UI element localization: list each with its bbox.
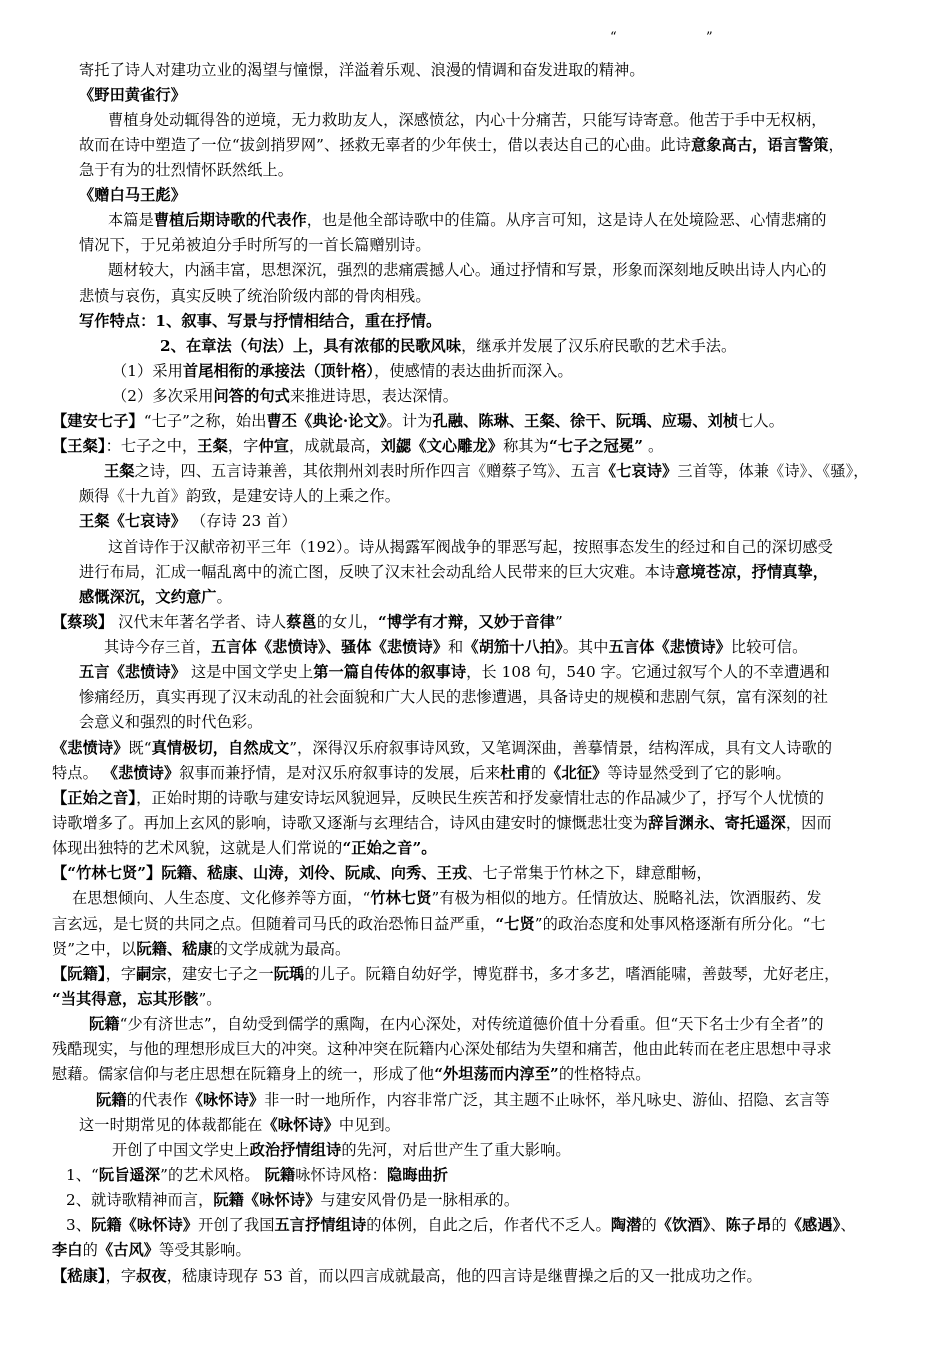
text-line <box>89 1014 824 1034</box>
text-run: 曹植身处动辄得咎的逆境，无力救助友人，深感愤忿，内心十分痛苦，只能写诗寄意。他苦于手中无权柄， <box>108 111 827 129</box>
text-run: ”有极为相似的地方。任情放达、脱略礼法，饮酒服药、发 <box>431 889 822 907</box>
text-run: ”的艺术风格。 <box>160 1166 265 1184</box>
text-run: 其诗今存三首， <box>104 638 212 656</box>
text-line <box>96 1090 830 1110</box>
text-run: 惨痛经历，真实再现了汉末动乱的社会面貌和广大人民的悲惨遭遇，具备诗史的规模和悲剧气氛，富有深刻的社 <box>79 688 829 706</box>
text-run: “七子”之称，始出 <box>143 412 267 430</box>
text-run: 、七子常集于竹林之下，肆意酣畅， <box>467 864 712 882</box>
bold-text: 真情极切，自然成文 <box>151 739 290 757</box>
bold-text: 《北征》 <box>546 764 608 782</box>
text-run: 残酷现实，与他的理想形成巨大的冲突。这种冲突在阮籍内心深处郁结为失望和痛苦，他由此转而在老庄思想中寻求 <box>52 1040 832 1058</box>
bold-text: 《饮酒》 <box>656 1216 711 1234</box>
text-line <box>160 336 736 356</box>
bold-text: 五言抒情组诗 <box>274 1216 367 1234</box>
text-run: 慰藉。儒家信仰与老庄思想在阮籍身上的统一，形成了他 <box>52 1065 435 1083</box>
feature-heading <box>79 311 441 331</box>
bold-text: 孔融、陈琳、王粲、徐干、阮瑀、应瑒、刘桢 <box>432 412 739 430</box>
text-run: ”的政治态度和处事风格逐渐有所分化。“七 <box>534 915 826 933</box>
bold-text: 政治抒情组诗 <box>249 1141 342 1159</box>
bold-text: 【蔡琰】 <box>52 613 114 631</box>
text-line <box>79 1115 400 1135</box>
text-run: ，继承并发展了汉乐府民歌的艺术手法。 <box>461 337 737 355</box>
bold-text: 问答的句式 <box>213 387 290 405</box>
bold-text: 【“竹林七贤”】阮籍、嵇康、山涛，刘伶、阮咸、向秀、王戎 <box>52 864 468 882</box>
text-line <box>52 1064 651 1084</box>
section-heading <box>79 185 186 205</box>
bold-text: “当其得意，忘其形骸 <box>52 990 199 1008</box>
bold-text: 阮旨遥深 <box>98 1166 161 1184</box>
text-run: 会意义和强烈的时代色彩。 <box>79 713 263 731</box>
bold-text: 《感遇》 <box>786 1216 841 1234</box>
section-heading <box>79 85 186 105</box>
bold-text: 意境苍凉，抒情真挚， <box>675 563 829 581</box>
bold-text: 2、在章法（句法）上，具有浓郁的民歌风味 <box>160 337 462 355</box>
text-line <box>52 914 826 934</box>
bold-text: “正始之音”。 <box>342 839 437 857</box>
text-run: 的性格特点。 <box>558 1065 651 1083</box>
text-run: 颇得《十九首》韵致，是建安诗人的上乘之作。 <box>79 487 401 505</box>
bold-text: 阮瑀 <box>273 965 305 983</box>
text-run: ，字 <box>227 437 259 455</box>
bold-text: “博学有才辩，又妙于音律 <box>377 613 555 631</box>
text-line <box>108 260 827 280</box>
text-line <box>79 712 262 732</box>
text-run: 这是中国文学史上 <box>186 663 314 681</box>
bold-text: 竹林七贤 <box>370 889 432 907</box>
bold-text: “外坦荡而内淳至” <box>434 1065 559 1083</box>
bold-text: 刘勰《文心雕龙》 <box>380 437 504 455</box>
text-run: 比较可信。 <box>730 638 808 656</box>
text-run: 体现出独特的艺术风貌，这就是人们常说的 <box>52 839 343 857</box>
text-run: 言玄远，是七贤的共同之点。但随着司马氏的政治恐怖日益严重， <box>52 915 496 933</box>
entry-cai-yan <box>52 612 563 632</box>
text-run: 1、“ <box>66 1166 99 1184</box>
text-run: 之诗，四、五言诗兼善，其依荆州刘表时所作四言《赠蔡子笃》、五言 <box>134 462 601 480</box>
text-line <box>79 160 293 180</box>
text-line <box>79 235 431 255</box>
bold-text: 《悲愤诗》 <box>52 739 129 757</box>
text-run: 的 <box>82 1241 98 1259</box>
bold-text: 《七哀诗》 <box>600 462 678 480</box>
text-run: 来推进诗思，表达深情。 <box>289 387 459 405</box>
text-run: 。其中 <box>562 638 609 656</box>
text-run: 故而在诗中塑造了一位“拔剑捎罗网”、拯救无辜者的少年侠士，借以表达自己的心曲。此诗 <box>79 136 691 154</box>
text-run: 急于有为的壮烈情怀跃然纸上。 <box>79 161 294 179</box>
bold-text: 阮籍 <box>96 1091 127 1109</box>
text-run: 。 <box>216 588 232 606</box>
text-line <box>79 486 400 506</box>
text-run: 的代表作 <box>126 1091 188 1109</box>
bold-text: 第一篇自传体的叙事诗 <box>313 663 467 681</box>
text-run: ，正始时期的诗歌与建安诗坛风貌迥异，反映民生疾苦和抒发豪情壮志的作品减少了，抒写个人忧愤的 <box>136 789 825 807</box>
bold-text: “七子之冠冕” <box>548 437 644 455</box>
bold-text: 王粲 <box>197 437 228 455</box>
entry-zhu-lin-qi-xian <box>52 863 712 883</box>
text-run: 的先河，对后世产生了重大影响。 <box>341 1141 571 1159</box>
text-run: 诗歌增多了。再加上玄风的影响，诗歌又逐渐与玄理结合，诗风由建安时的慷慨悲壮变为 <box>52 814 649 832</box>
bold-text: 【嵇康】 <box>52 1267 106 1285</box>
text-run: 。 <box>643 437 664 455</box>
text-line <box>108 210 827 230</box>
text-run: 特点。 <box>52 764 103 782</box>
text-run: （存诗 23 首） <box>186 512 297 530</box>
text-run: 的 <box>771 1216 787 1234</box>
text-run: “少有济世志”，自幼受到儒学的熏陶，在内心深处，对传统道德价值十分看重。但“天下名士少有全者”的 <box>119 1015 824 1033</box>
bold-text: 【建安七子】 <box>52 412 144 430</box>
text-run: 、 <box>840 1216 856 1234</box>
text-run: 本篇是 <box>108 211 154 229</box>
text-run: ，长 108 句，540 字。它通过叙写个人的不幸遭遇和 <box>466 663 830 681</box>
bold-text: 王粲《七哀诗》 <box>79 512 187 530</box>
bold-text: 辞旨渊永、寄托遥深 <box>648 814 786 832</box>
bold-text: 《古风》 <box>97 1241 160 1259</box>
text-run: 。计为 <box>386 412 433 430</box>
text-run: 的 <box>641 1216 657 1234</box>
bold-text: 杜甫 <box>500 764 531 782</box>
text-line <box>79 562 828 582</box>
text-run: 等诗显然受到了它的影响。 <box>607 764 791 782</box>
bold-text: 仲宣 <box>258 437 290 455</box>
entry-ji-kang <box>52 1266 762 1286</box>
bold-text: 阮籍、嵇康 <box>136 940 213 958</box>
text-run: 贤”之中，以 <box>52 940 137 958</box>
entry-wang-can <box>52 436 663 456</box>
text-run: 的儿子。阮籍自幼好学，博览群书，多才多艺，嗜酒能啸，善鼓琴，尤好老庄， <box>304 965 840 983</box>
text-line <box>112 361 573 381</box>
text-run: 和 <box>448 638 464 656</box>
bold-text: 陈子昂 <box>725 1216 772 1234</box>
text-run: ，使感情的表达曲折而深入。 <box>374 362 573 380</box>
bold-text: 李白 <box>52 1241 83 1259</box>
text-run: 等受其影响。 <box>159 1241 251 1259</box>
text-line <box>52 763 791 783</box>
text-run: 情况下，于兄弟被迫分手时所写的一首长篇赠别诗。 <box>79 236 431 254</box>
text-run: 在思想倾向、人生态度、文化修养等方面，“ <box>72 889 371 907</box>
text-run: （1）采用 <box>112 362 183 380</box>
bold-text: 【正始之音】 <box>52 789 137 807</box>
text-line <box>112 386 458 406</box>
text-run: 题材较大，内涵丰富，思想深沉，强烈的悲痛震撼人心。通过抒情和写景，形象而深刻地反映出诗人内心的 <box>108 261 827 279</box>
text-run: 开创了我国 <box>198 1216 275 1234</box>
text-run: ，也是他全部诗歌中的佳篇。从序言可知，这是诗人在处境险恶、心情悲痛的 <box>306 211 827 229</box>
text-run: 三首等，体兼《诗》、《骚》， <box>677 462 869 480</box>
text-line <box>79 286 431 306</box>
bold-text: 首尾相衔的承接法（顶针格） <box>182 362 375 380</box>
bold-text: 《咏怀诗》 <box>187 1091 265 1109</box>
header-open-quote: “ <box>610 30 617 45</box>
text-line <box>79 662 830 682</box>
text-run: ，字 <box>105 1267 137 1285</box>
text-run: 七人。 <box>738 412 785 430</box>
text-line <box>112 1140 571 1160</box>
text-run: 的 <box>530 764 547 782</box>
text-run: 这首诗作于汉献帝初平三年（192）。诗从揭露军阀战争的罪恶写起，按照事态发生的经过和自己的深切感受 <box>108 538 833 556</box>
bold-text: 蔡邕 <box>286 613 317 631</box>
text-line <box>52 989 222 1009</box>
text-run: ：七子之中， <box>105 437 198 455</box>
bold-text: 五言体《悲愤诗》、骚体《悲愤诗》 <box>211 638 449 656</box>
text-line <box>108 110 827 130</box>
text-run: 悲愤与哀伤，真实反映了统治阶级内部的骨肉相残。 <box>79 287 431 305</box>
text-run: 非一时一地所作，内容非常广泛，其主题不止咏怀，举凡咏史、游仙、招隐、玄言等 <box>264 1091 830 1109</box>
text-run: 寄托了诗人对建功立业的渴望与憧憬，洋溢着乐观、浪漫的情调和奋发进取的精神。 <box>79 61 645 79</box>
bold-text: “七贤 <box>495 915 535 933</box>
text-line <box>79 687 828 707</box>
text-run: 与建安风骨仍是一脉相承的。 <box>320 1191 520 1209</box>
entry-jian-an-qi-zi <box>52 411 784 431</box>
text-line <box>52 1039 832 1059</box>
bold-text: 隐晦曲折 <box>386 1166 449 1184</box>
text-run: 这一时期常见的体裁都能在 <box>79 1116 263 1134</box>
text-run: ”。 <box>198 990 222 1008</box>
text-line <box>79 587 232 607</box>
bold-text: 嗣宗 <box>136 965 167 983</box>
text-line <box>52 1240 251 1260</box>
text-run: 称其为 <box>503 437 549 455</box>
bold-text: 阮籍《咏怀诗》 <box>213 1191 321 1209</box>
text-run: 的体例，自此之后，作者代不乏人。 <box>366 1216 611 1234</box>
bold-text: 五言《悲愤诗》 <box>79 663 187 681</box>
bold-text: 意象高古，语言警策 <box>690 136 829 154</box>
bold-text: 《野田黄雀行》 <box>79 86 187 104</box>
bold-text: 《赠白马王彪》 <box>79 186 187 204</box>
text-line <box>79 60 645 80</box>
text-run: ”，深得汉乐府叙事诗风致，又笔调深曲，善摹情景，结构浑成，具有文人诗歌的 <box>289 739 833 757</box>
text-run: 既“ <box>128 739 152 757</box>
text-line <box>52 838 437 858</box>
bold-text: 《悲愤诗》 <box>102 764 180 782</box>
text-line <box>79 135 844 155</box>
text-line <box>104 461 869 481</box>
text-line <box>104 637 807 657</box>
entry-ruan-ji <box>52 964 839 984</box>
bold-text: 【王粲】 <box>52 437 106 455</box>
list-item <box>66 1215 856 1235</box>
text-run: ， <box>828 136 844 154</box>
text-line <box>52 939 350 959</box>
text-run: （2）多次采用 <box>112 387 214 405</box>
bold-text: 《咏怀诗》 <box>262 1116 339 1134</box>
text-run: 中见到。 <box>338 1116 401 1134</box>
bold-text: 王粲 <box>104 462 135 480</box>
bold-text: 阮籍 <box>89 1015 120 1033</box>
text-run: ，嵇康诗现存 53 首，而以四言成就最高，他的四言诗是继曹操之后的又一批成功之作。 <box>166 1267 762 1285</box>
text-run: 的文学成就为最高。 <box>212 940 351 958</box>
text-run: 开创了中国文学史上 <box>112 1141 250 1159</box>
text-run: ，字 <box>105 965 137 983</box>
list-item <box>66 1190 519 1210</box>
text-run: 3、 <box>66 1216 92 1234</box>
header-close-quote: ” <box>706 30 713 45</box>
text-run: ，因而 <box>785 814 832 832</box>
bold-text: 曹丕《典论·论文》 <box>266 412 387 430</box>
entry-zheng-shi-zhi-yin <box>52 788 824 808</box>
text-run: ，成就最高， <box>289 437 381 455</box>
text-line <box>52 738 832 758</box>
bold-text: 阮籍 <box>264 1166 296 1184</box>
bold-text: 曹植后期诗歌的代表作 <box>153 211 307 229</box>
text-run: ” <box>554 613 563 631</box>
bold-text: 五言体《悲愤诗》 <box>608 638 731 656</box>
bold-text: 《胡笳十八拍》 <box>463 638 563 656</box>
bold-text: 感慨深沉，文约意广 <box>79 588 217 606</box>
text-run: 叙事而兼抒情，是对汉乐府叙事诗的发展，后来 <box>179 764 501 782</box>
bold-text: 叔夜 <box>136 1267 167 1285</box>
bold-text: 阮籍《咏怀诗》 <box>91 1216 199 1234</box>
section-heading <box>79 511 297 531</box>
text-run: 2、就诗歌精神而言， <box>66 1191 214 1209</box>
text-line <box>72 888 822 908</box>
text-run: 进行布局，汇成一幅乱离中的流亡图，反映了汉末社会动乱给人民带来的巨大灾难。本诗 <box>79 563 676 581</box>
text-run: 汉代末年著名学者、诗人 <box>113 613 287 631</box>
text-run: 、 <box>710 1216 726 1234</box>
text-line <box>52 813 832 833</box>
list-item <box>66 1165 448 1185</box>
text-line <box>108 537 833 557</box>
bold-text: 陶潜 <box>610 1216 642 1234</box>
bold-text: 【阮籍】 <box>52 965 106 983</box>
bold-text: 写作特点：1、叙事、写景与抒情相结合，重在抒情。 <box>79 312 442 330</box>
text-run: 的女儿， <box>316 613 378 631</box>
text-run: ，建安七子之一 <box>166 965 274 983</box>
text-run: 咏怀诗风格： <box>295 1166 387 1184</box>
